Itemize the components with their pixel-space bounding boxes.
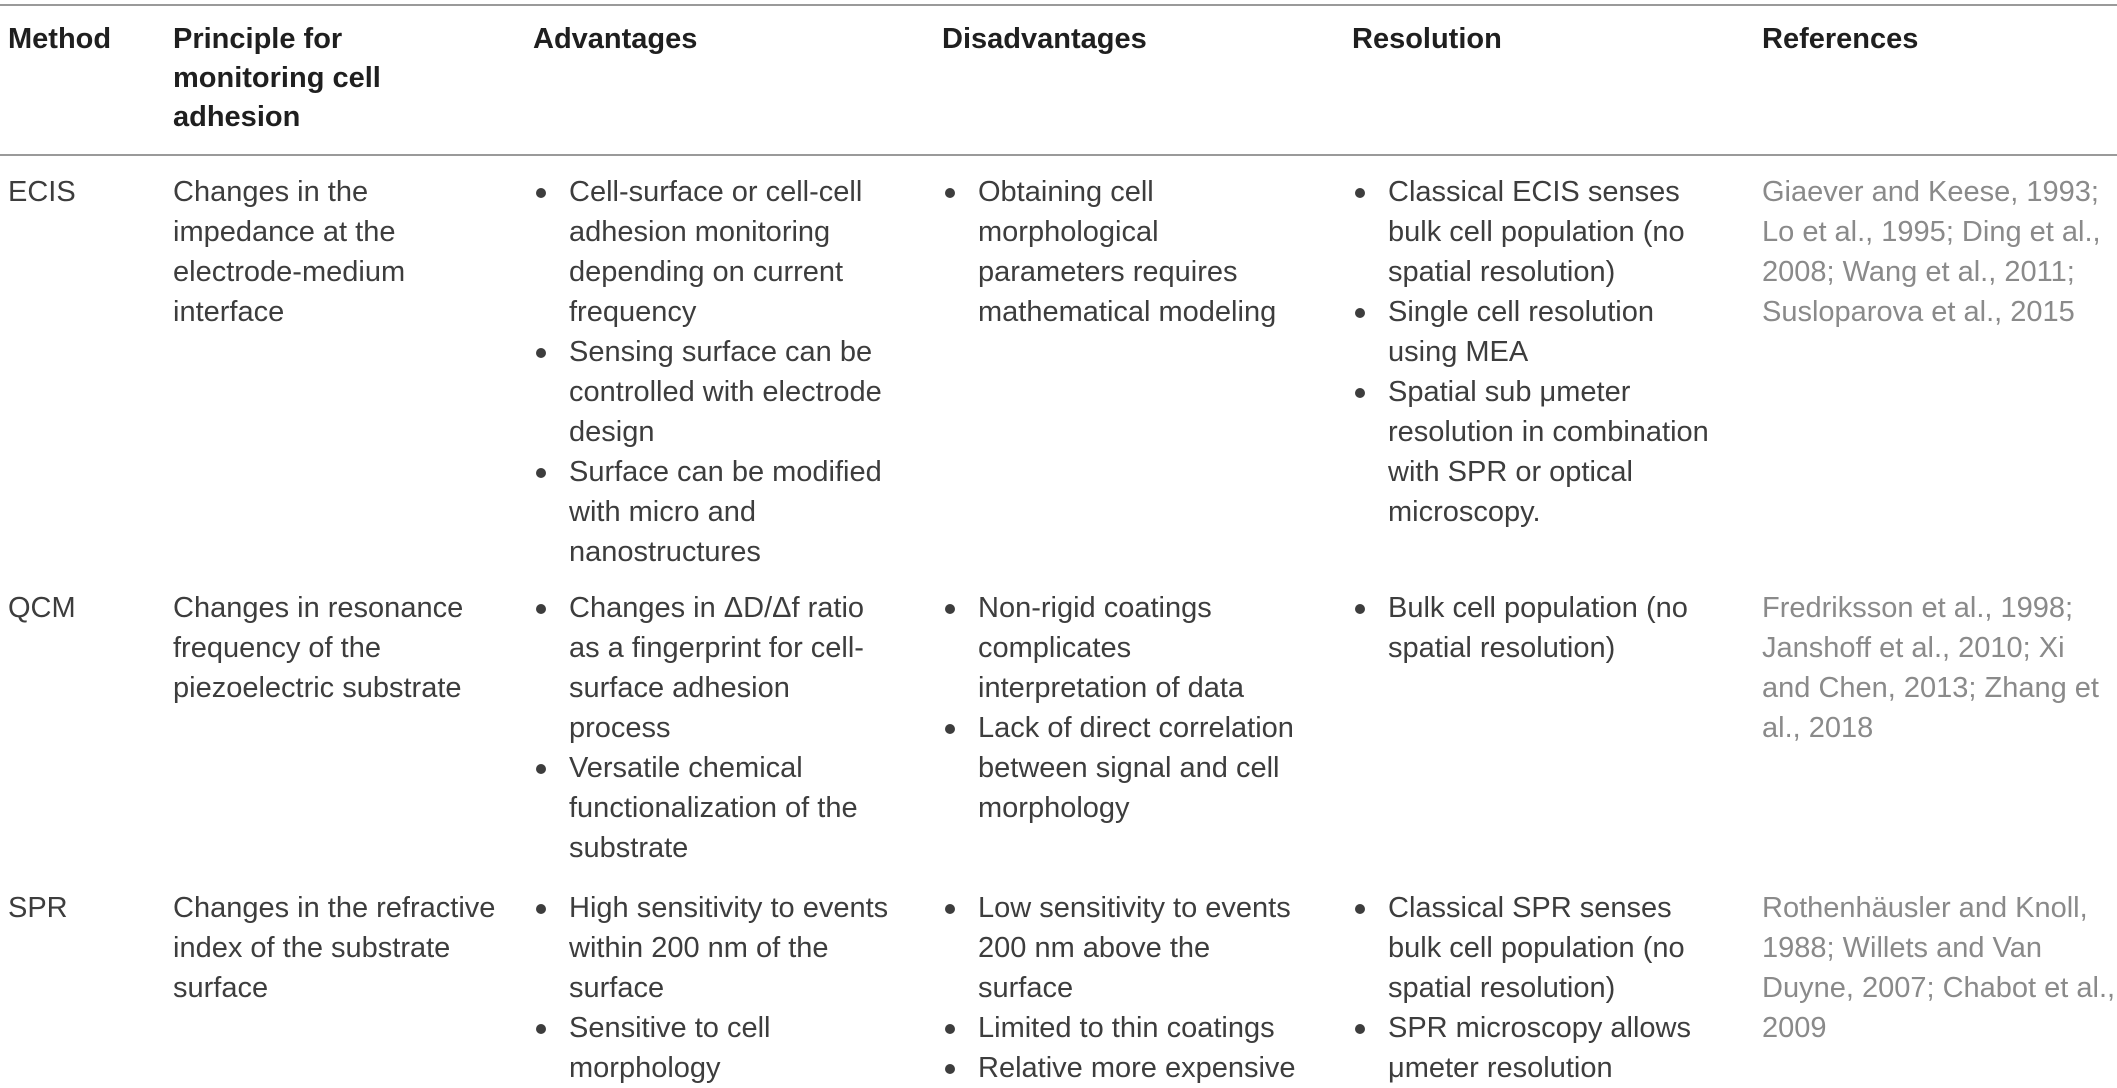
cell-references: Rothenhäusler and Knoll, 1988; Willets and Van Duyne, 2007; Chabot et al., 2009 — [1762, 892, 2116, 1044]
advantages-list — [533, 888, 893, 1088]
cell-advantages — [533, 588, 893, 868]
header-advantages: Advantages — [533, 23, 698, 55]
list-item: Surface can be modified with micro and nanostructures — [533, 452, 893, 572]
list-item: Low sensitivity to events 200 nm above the surface — [942, 888, 1307, 1008]
header-resolution: Resolution — [1352, 23, 1502, 55]
resolution-list — [1352, 588, 1717, 668]
table-header-rule — [0, 154, 2117, 156]
list-item: Non-rigid coatings complicates interpretation of data — [942, 588, 1307, 708]
list-item: Bulk cell population (no spatial resolution) — [1352, 588, 1717, 668]
disadvantages-list — [942, 172, 1307, 332]
list-item: Spatial sub μmeter resolution in combination with SPR or optical microscopy. — [1352, 372, 1717, 532]
cell-references: Fredriksson et al., 1998; Janshoff et al., 2010; Xi and Chen, 2013; Zhang et al., 2018 — [1762, 592, 2099, 744]
list-item: Classical SPR senses bulk cell population (no spatial resolution) — [1352, 888, 1717, 1008]
cell-disadvantages — [942, 172, 1307, 332]
list-item: Versatile chemical functionalization of the substrate — [533, 748, 893, 868]
header-principle: Principle for monitoring cell adhesion — [173, 23, 381, 133]
cell-method: ECIS — [8, 176, 76, 208]
header-references: References — [1762, 23, 1919, 55]
disadvantages-list — [942, 888, 1307, 1088]
cell-method: QCM — [8, 592, 76, 624]
header-disadvantages: Disadvantages — [942, 23, 1147, 55]
list-item: Obtaining cell morphological parameters requires mathematical modeling — [942, 172, 1307, 332]
cell-references: Giaever and Keese, 1993; Lo et al., 1995; Ding et al., 2008; Wang et al., 2011; Susloparova et al., 2015 — [1762, 176, 2101, 328]
cell-principle: Changes in resonance frequency of the piezoelectric substrate — [173, 592, 464, 704]
list-item: High sensitivity to events within 200 nm of the surface — [533, 888, 893, 1008]
cell-principle: Changes in the refractive index of the substrate surface — [173, 892, 496, 1004]
list-item: Limited to thin coatings — [942, 1008, 1307, 1048]
list-item: Changes in ΔD/Δf ratio as a fingerprint for cell-surface adhesion process — [533, 588, 893, 748]
table-top-rule — [0, 4, 2117, 6]
disadvantages-list — [942, 588, 1307, 828]
cell-method: SPR — [8, 892, 68, 924]
cell-resolution — [1352, 888, 1717, 1088]
cell-resolution — [1352, 588, 1717, 668]
advantages-list — [533, 172, 893, 572]
advantages-list — [533, 588, 893, 868]
cell-disadvantages — [942, 888, 1307, 1088]
resolution-list — [1352, 172, 1717, 532]
list-item: Relative more expensive — [942, 1048, 1307, 1088]
list-item: Cell-surface or cell-cell adhesion monitoring depending on current frequency — [533, 172, 893, 332]
list-item: Lack of direct correlation between signal and cell morphology — [942, 708, 1307, 828]
cell-principle: Changes in the impedance at the electrode-medium interface — [173, 176, 406, 328]
cell-disadvantages — [942, 588, 1307, 828]
list-item: Sensitive to cell morphology — [533, 1008, 893, 1088]
list-item: Single cell resolution using MEA — [1352, 292, 1717, 372]
list-item: Sensing surface can be controlled with electrode design — [533, 332, 893, 452]
cell-advantages — [533, 888, 893, 1088]
cell-resolution — [1352, 172, 1717, 532]
list-item: SPR microscopy allows μmeter resolution — [1352, 1008, 1717, 1088]
cell-advantages — [533, 172, 893, 572]
resolution-list — [1352, 888, 1717, 1088]
header-method: Method — [8, 23, 112, 55]
list-item: Classical ECIS senses bulk cell population (no spatial resolution) — [1352, 172, 1717, 292]
